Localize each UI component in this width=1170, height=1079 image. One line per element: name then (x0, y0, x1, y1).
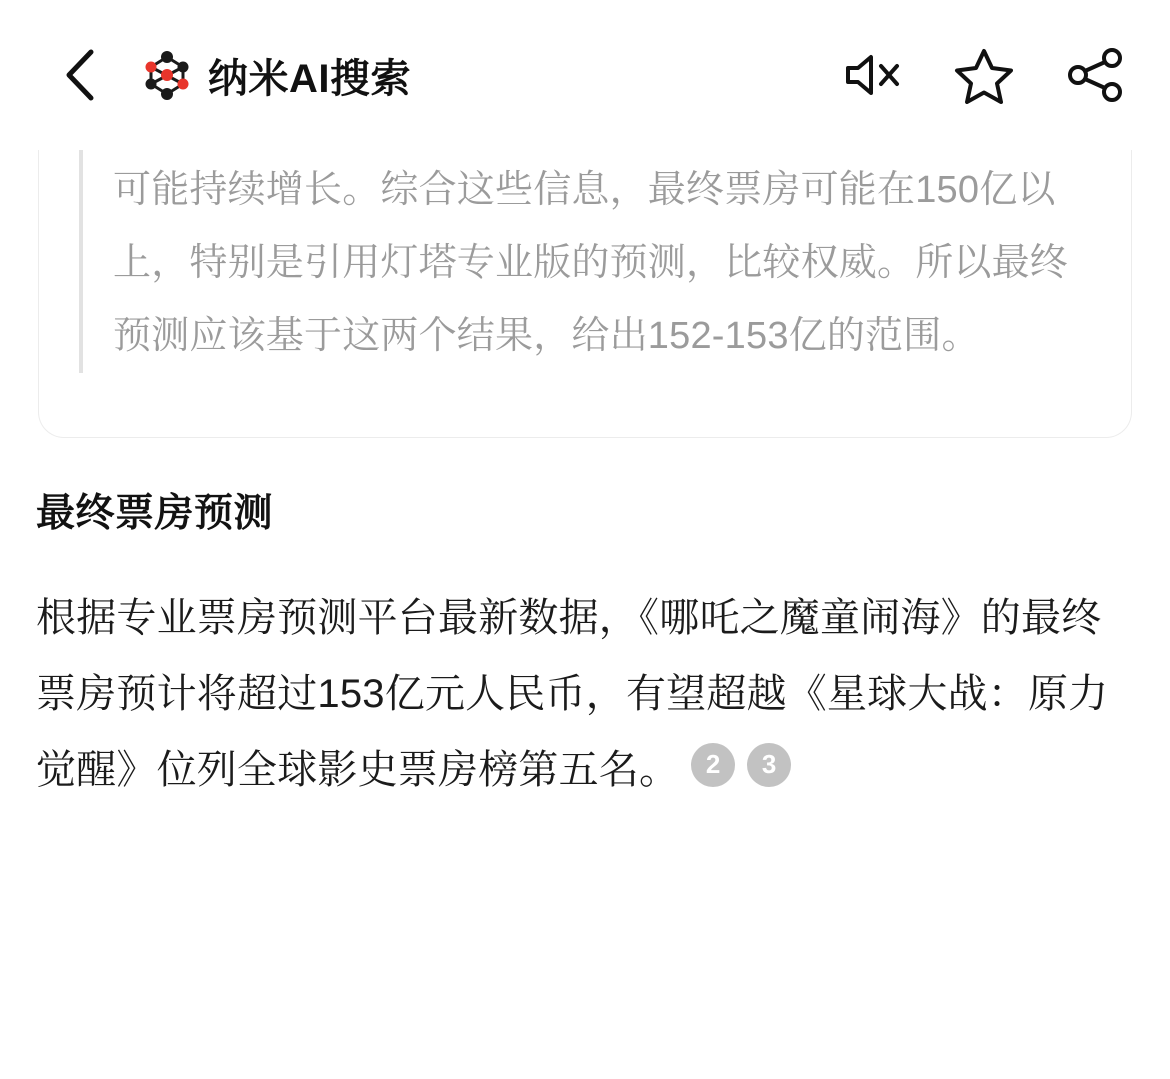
citation-chip-3[interactable]: 3 (747, 743, 791, 787)
speaker-mute-icon (842, 51, 902, 99)
answer-heading: 最终票房预测 (36, 491, 274, 535)
brand (140, 47, 411, 104)
share-button[interactable] (1066, 45, 1126, 105)
app-header (0, 0, 1170, 150)
answer-paragraph (36, 580, 1134, 808)
header-actions (842, 45, 1126, 105)
back-button[interactable] (52, 46, 110, 104)
favorite-button[interactable] (954, 45, 1014, 105)
nami-logo-icon (140, 48, 194, 102)
brand-title: 纳米AI搜索 (208, 56, 411, 101)
reasoning-card (38, 150, 1132, 438)
answer-section (0, 482, 1170, 808)
reasoning-text: 可能持续增长。综合这些信息，最终票房可能在150亿以上，特别是引用灯塔专业版的预测，比较权威。所以最终预测应该基于这两个结果，给出152-153亿的范围。 (113, 169, 1069, 357)
mute-button[interactable] (842, 45, 902, 105)
reasoning-quote (79, 150, 1091, 373)
chevron-left-icon (61, 46, 101, 104)
scroll-content[interactable] (0, 150, 1170, 808)
citation-chip-2[interactable]: 2 (691, 743, 735, 787)
answer-paragraph-text: 根据专业票房预测平台最新数据，《哪吒之魔童闹海》的最终票房预计将超过153亿元人民币，有望超越《星球大战：原力觉醒》位列全球影史票房榜第五名。 (36, 595, 1109, 792)
star-outline-icon (954, 46, 1014, 104)
share-icon (1066, 46, 1126, 104)
